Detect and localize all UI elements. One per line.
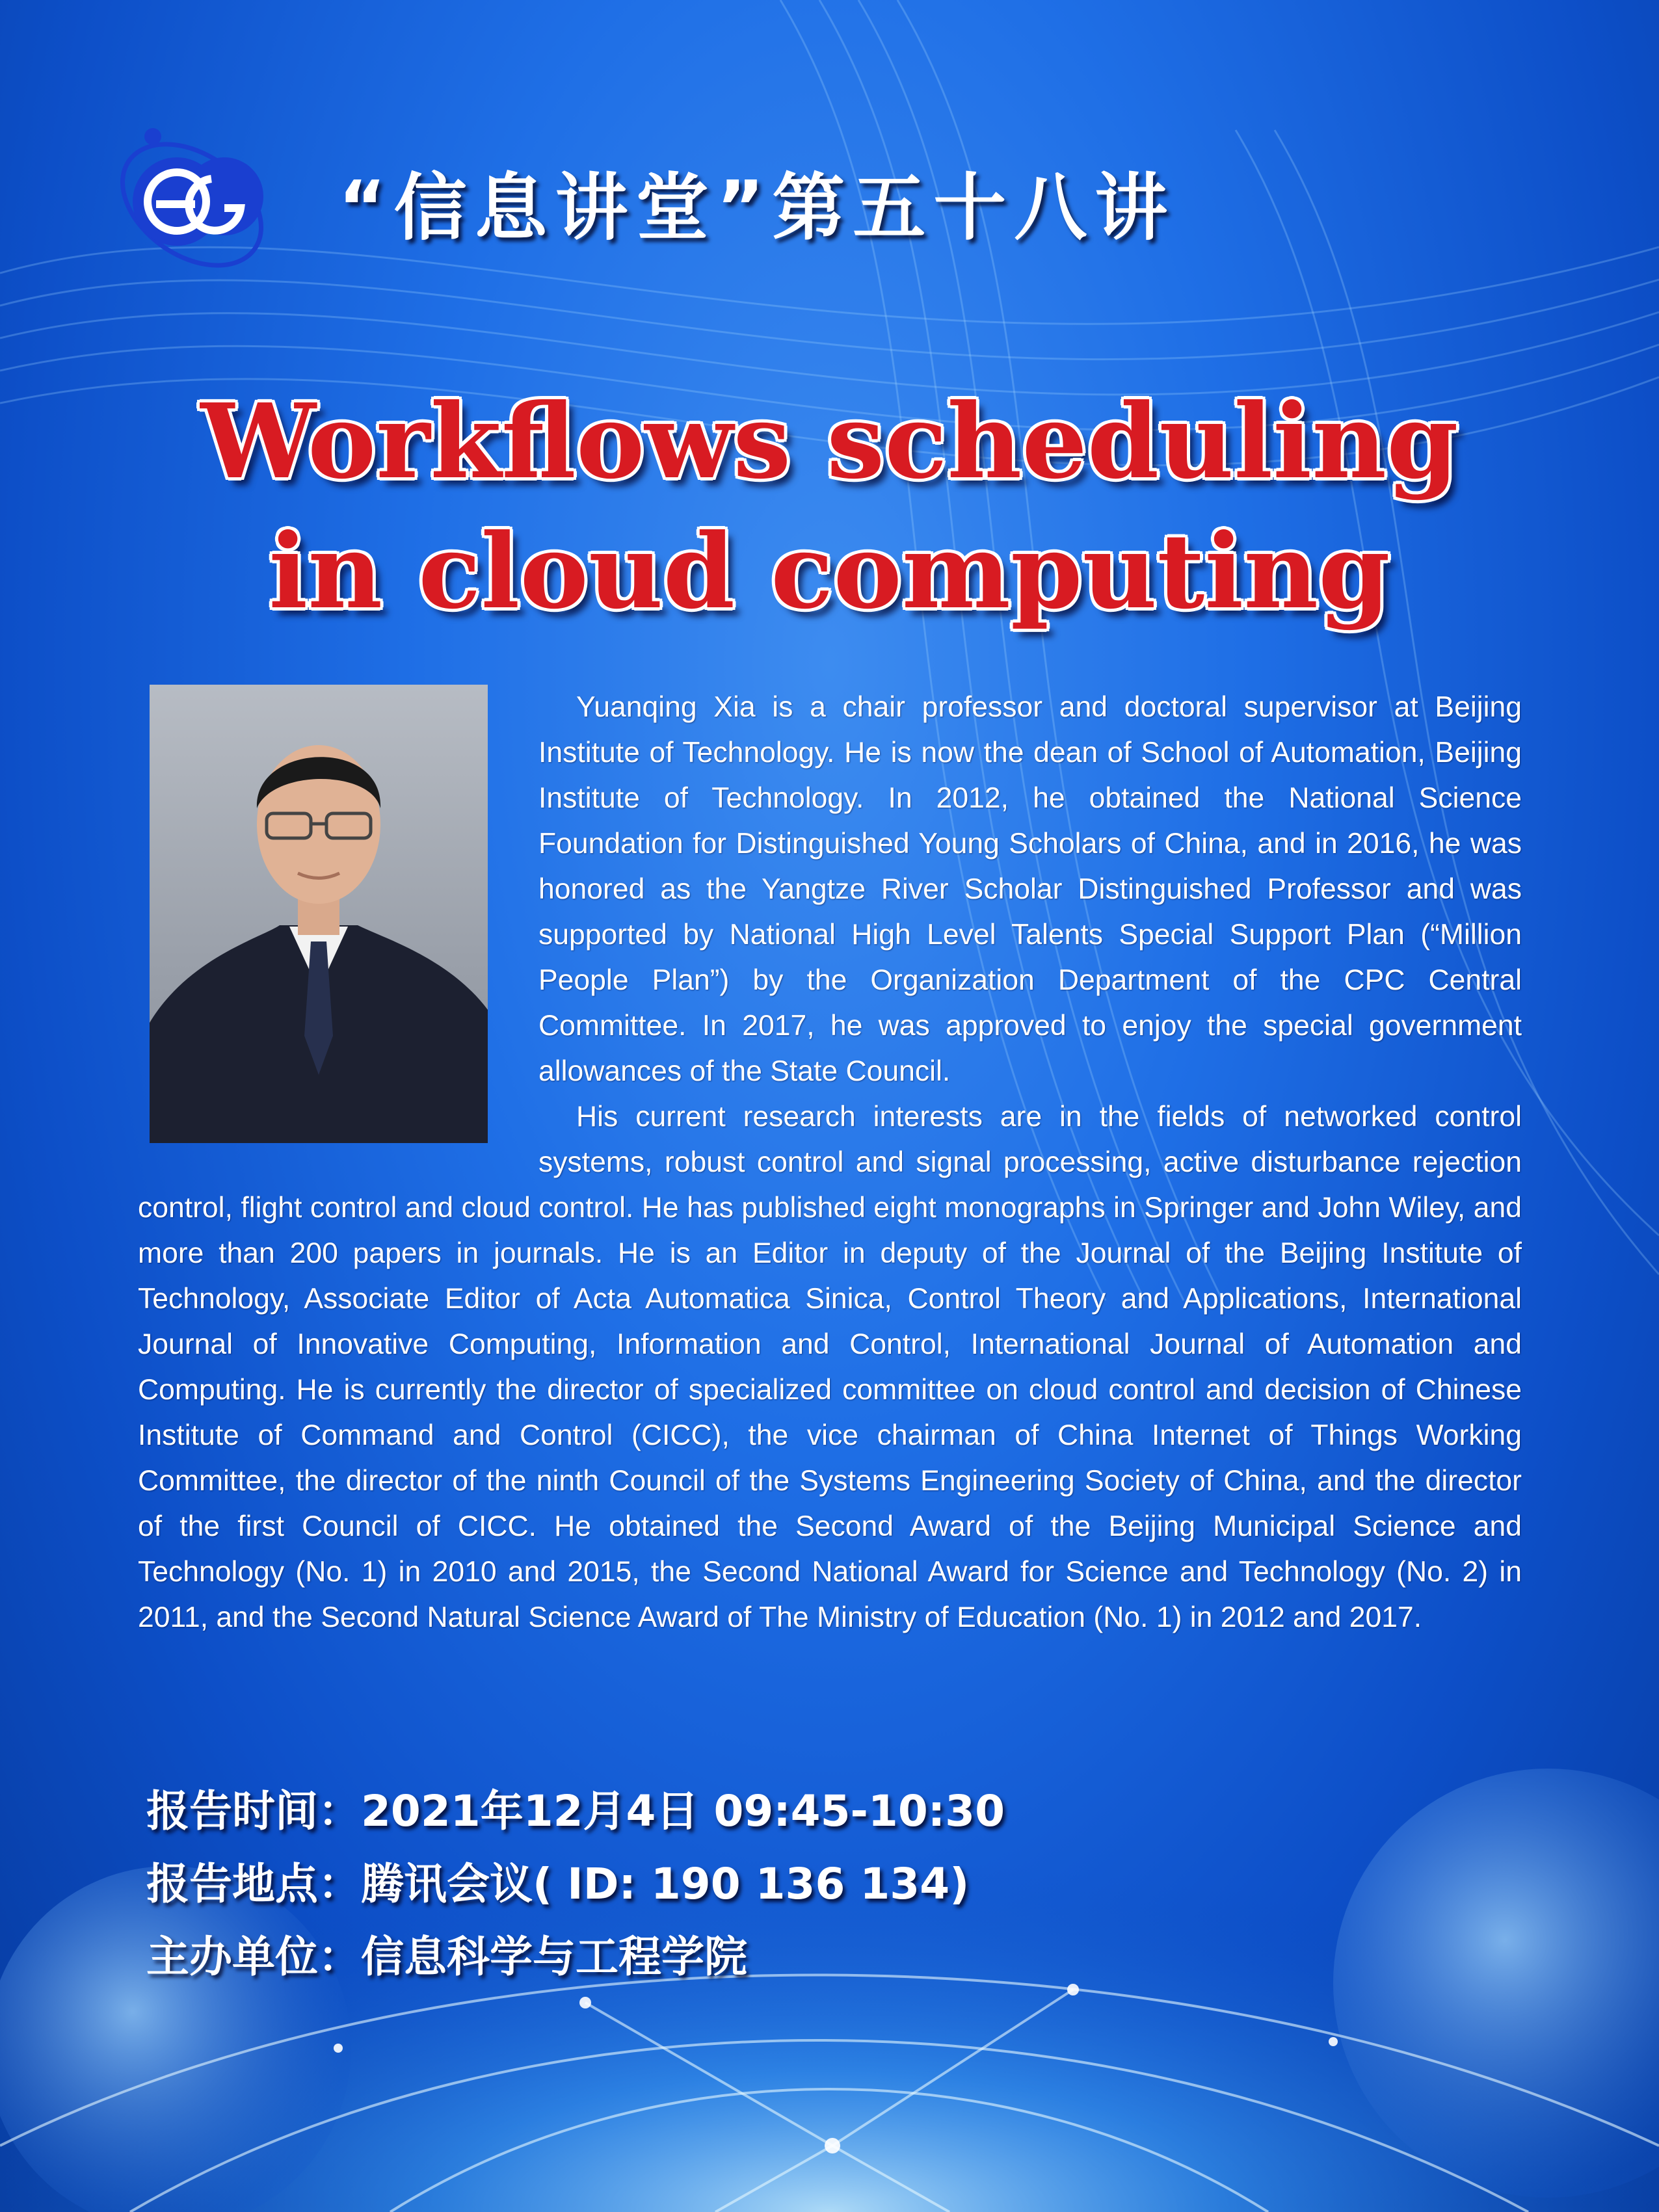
place-value: 腾讯会议( ID: 190 136 134): [361, 1859, 970, 1909]
place-label: 报告地点：: [146, 1859, 361, 1909]
bio-paragraph-1: Yuanqing Xia is a chair professor and doctoral supervisor at Beijing Institute of Technology. He is now the dean of School of Automation, Beijing Institute of Technology. In 2012, he obtained the National Science Foundation for Distinguished Young Scholars of China, and in 2016, he was honored as the Yangtze River Scholar Distinguished Professor and was supported by National High Level Talents Special Support Plan (“Million People Plan”) by the Organization Department of the CPC Central Committee. In 2017, he was approved to enjoy the special government allowances of the State Council.: [538, 691, 1522, 1087]
time-label: 报告时间：: [146, 1786, 361, 1836]
bio-paragraph-2: His current research interests are in the fields of networked control systems, robust control and signal processing, active disturbance rejection control, flight control and cloud control. He has published eight monographs in Springer and John Wiley, and more than 200 papers in journals. He is an Editor in deputy of the Journal of the Beijing Institute of Technology, Associate Editor of Acta Automatica Sinica, Control Theory and Applications, International Journal of Innovative Computing, Information and Control, International Journal of Automation and Computing. He is currently the director of specialized committee on cloud control and decision of Chinese Institute of Command and Control (CICC), the vice chairman of China Internet of Things Working Committee, the director of the ninth Council of the Systems Engineering Society of China, and the director of the first Council of CICC. He obtained the Second Award of the Beijing Municipal Science and Technology (No. 1) in 2010 and 2015, the Second National Award for Science and Technology (No. 2) in 2011, and the Second Natural Science Award of The Ministry of Education (No. 1) in 2012 and 2017.: [138, 1101, 1522, 1633]
speaker-biography: [138, 685, 1522, 1640]
host-label: 主办单位：: [146, 1932, 361, 1982]
info-row-host: [146, 1921, 1447, 1994]
talk-title-line-2: in cloud computing: [269, 512, 1390, 632]
info-row-place: [146, 1848, 1447, 1921]
photo-spacer: [138, 685, 538, 1153]
info-row-time: [146, 1775, 1447, 1848]
time-value: 2021年12月4日 09:45-10:30: [361, 1786, 1005, 1836]
talk-title: [0, 377, 1659, 637]
talk-title-line-1: Workflows scheduling: [200, 382, 1459, 502]
series-title: “信息讲堂”第五十八讲: [338, 166, 1176, 250]
event-info: [146, 1775, 1447, 1994]
institute-logo-icon: [104, 124, 273, 273]
host-value: 信息科学与工程学院: [361, 1932, 747, 1982]
